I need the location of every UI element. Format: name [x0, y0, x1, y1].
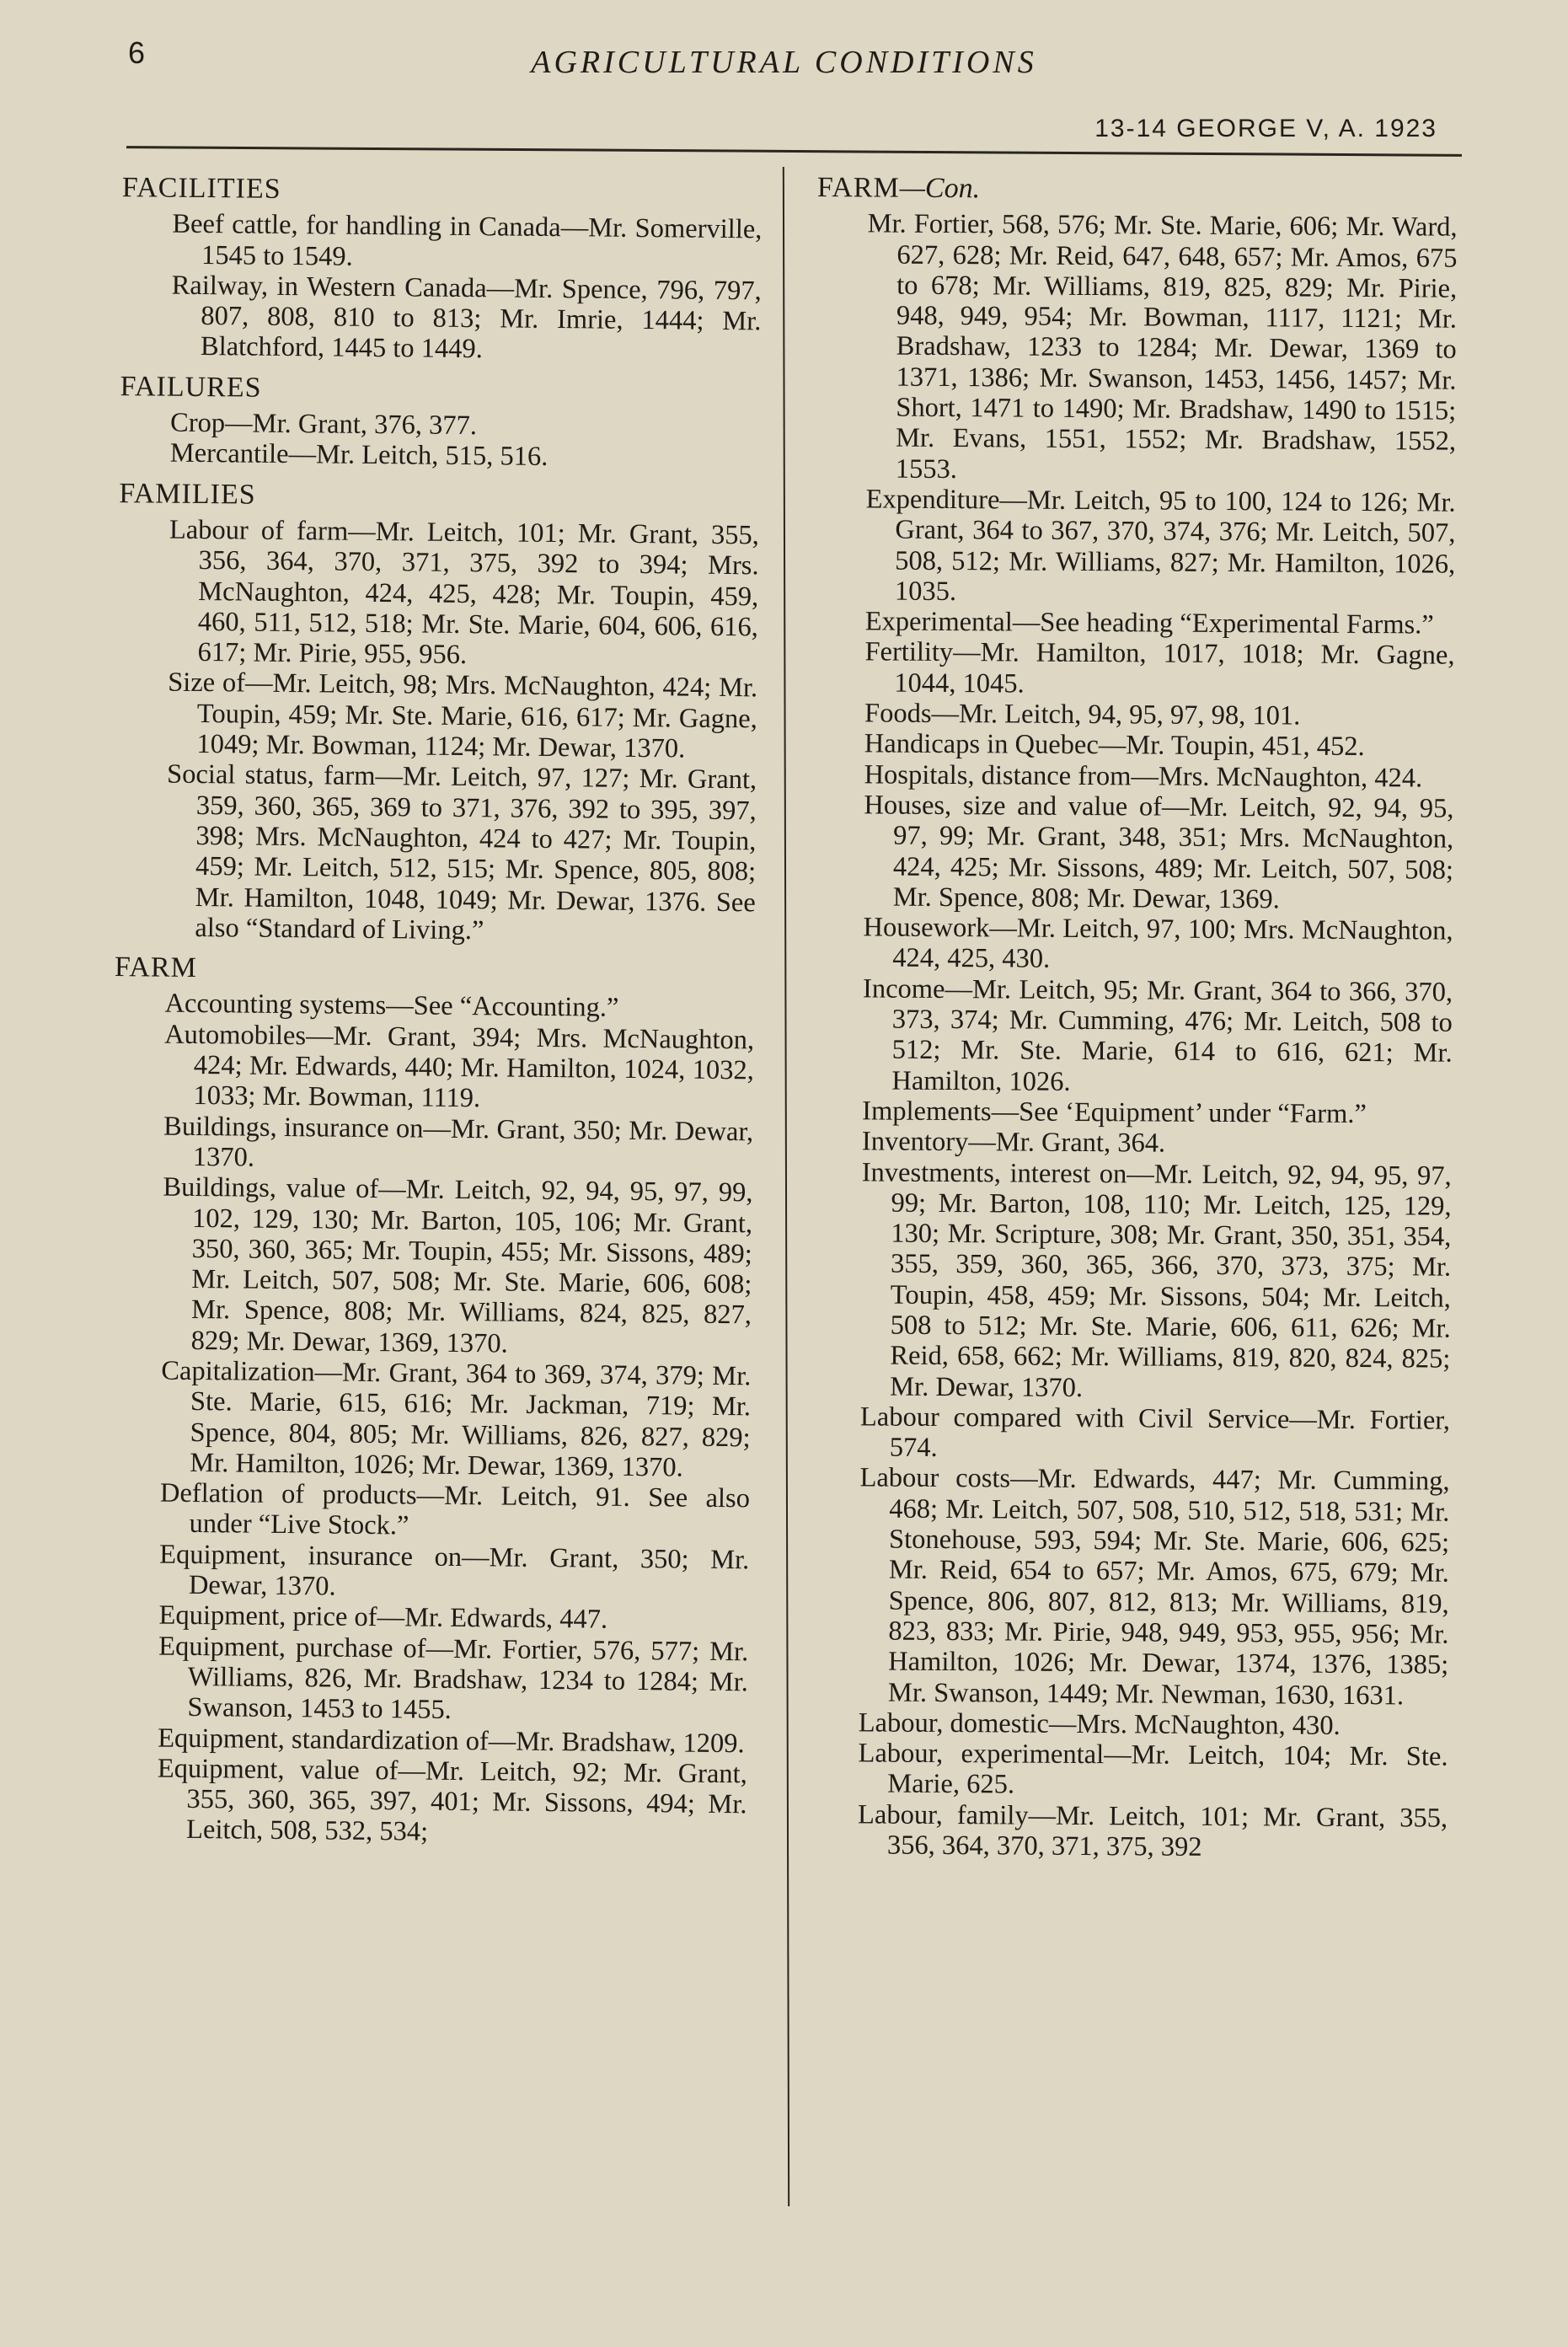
index-entry: Fertility—Mr. Hamilton, 1017, 1018; Mr. Gagne, 1044, 1045. — [864, 636, 1455, 699]
heading-label: FACILITIES — [121, 172, 281, 205]
index-entry: Inventory—Mr. Grant, 364. — [861, 1126, 1166, 1159]
index-entry: Equipment, standardization of—Mr. Bradshaw, 1209. — [158, 1723, 745, 1759]
index-entry: Accounting systems—See “Accounting.” — [164, 989, 619, 1024]
index-entry: Expenditure—Mr. Leitch, 95 to 100, 124 to 126; Mr. Grant, 364 to 367, 370, 374, 376; Mr. Leitch, 507, 508, 512; Mr. Williams, 827; Mr. Hamilton, 1026, 1035. — [865, 484, 1456, 607]
index-entry: Equipment, purchase of—Mr. Fortier, 576, 577; Mr. Williams, 826, Mr. Bradshaw, 1234 to 1284; Mr. Swanson, 1453 to 1455. — [158, 1631, 749, 1726]
index-entry: Mr. Fortier, 568, 576; Mr. Ste. Marie, 606; Mr. Ward, 627, 628; Mr. Reid, 647, 648, 657; Mr. Amos, 675 to 678; Mr. Williams, 819, 825, 829; Mr. Pirie, 948, 949, 954; Mr. Bowman, 1117, 1121; Mr. Bradshaw, 1233 to 1284; Mr. Dewar, 1369 to 1371, 1386; Mr. Swanson, 1453, 1456, 1457; Mr. Short, 1471 to 1490; Mr. Bradshaw, 1490 to 1515; Mr. Evans, 1551, 1552; Mr. Bradshaw, 1552, 1553. — [867, 208, 1458, 485]
session-line: 13-14 GEORGE V, A. 1923 — [1094, 115, 1437, 142]
index-heading — [119, 479, 759, 516]
index-heading — [120, 372, 760, 409]
index-heading — [115, 952, 755, 989]
index-entry: Investments, interest on—Mr. Leitch, 92, 94, 95, 97, 99; Mr. Barton, 108, 110; Mr. Leitch, 125, 129, 130; Mr. Scripture, 308; Mr. Grant, 350, 351, 354, 355, 359, 360, 365, 366, 370, 373, 375; Mr. Toupin, 458, 459; Mr. Sissons, 504; Mr. Leitch, 508 to 512; Mr. Ste. Marie, 606, 611, 626; Mr. Reid, 658, 662; Mr. Williams, 819, 820, 824, 825; Mr. Dewar, 1370. — [861, 1156, 1452, 1403]
index-entry: Mercantile—Mr. Leitch, 515, 516. — [169, 438, 549, 473]
index-entry: Railway, in Western Canada—Mr. Spence, 796, 797, 807, 808, 810 to 813; Mr. Imrie, 1444; Mr. Blatchford, 1445 to 1449. — [171, 270, 762, 365]
index-entry: Houses, size and value of—Mr. Leitch, 92, 94, 95, 97, 99; Mr. Grant, 348, 351; Mrs. McNaughton, 424, 425; Mr. Sissons, 489; Mr. Leitch, 507, 508; Mr. Spence, 808; Mr. Dewar, 1369. — [864, 790, 1454, 915]
left-column — [98, 173, 763, 1851]
column-divider — [783, 167, 789, 2206]
index-entry: Handicaps in Quebec—Mr. Toupin, 451, 452. — [864, 728, 1365, 763]
index-entry: Automobiles—Mr. Grant, 394; Mrs. McNaughton, 424; Mr. Edwards, 440; Mr. Hamilton, 1024, 1032, 1033; Mr. Bowman, 1119. — [164, 1019, 755, 1114]
page-number: 6 — [128, 35, 146, 70]
index-entry: Implements—See ‘Equipment’ under “Farm.” — [862, 1096, 1367, 1129]
index-entry: Labour of farm—Mr. Leitch, 101; Mr. Grant, 355, 356, 364, 370, 371, 375, 392 to 394; Mrs. McNaughton, 424, 425, 428; Mr. Toupin, 459, 460, 511, 512, 518; Mr. Ste. Marie, 604, 606, 616, 617; Mr. Pirie, 955, 956. — [169, 514, 760, 671]
heading-label: FAMILIES — [119, 477, 256, 511]
heading-label: FAILURES — [120, 370, 262, 404]
index-entry: Labour costs—Mr. Edwards, 447; Mr. Cumming, 468; Mr. Leitch, 507, 508, 510, 512, 518, 531; Mr. Stonehouse, 593, 594; Mr. Ste. Marie, 606, 625; Mr. Reid, 654 to 657; Mr. Amos, 675, 679; Mr. Spence, 806, 807, 812, 813; Mr. Williams, 819, 823, 833; Mr. Pirie, 948, 949, 953, 955, 956; Mr. Hamilton, 1026; Mr. Dewar, 1374, 1376, 1385; Mr. Swanson, 1449; Mr. Newman, 1630, 1631. — [859, 1462, 1450, 1711]
index-entry: Deflation of products—Mr. Leitch, 91. See also under “Live Stock.” — [159, 1477, 751, 1541]
index-entry: Labour, family—Mr. Leitch, 101; Mr. Grant, 355, 356, 364, 370, 371, 375, 392 — [857, 1799, 1448, 1862]
index-entry: Buildings, value of—Mr. Leitch, 92, 94, 95, 97, 99, 102, 129, 130; Mr. Barton, 105, 106; Mr. Grant, 350, 360, 365; Mr. Toupin, 455; Mr. Sissons, 489; Mr. Leitch, 507, 508; Mr. Ste. Marie, 606, 608; Mr. Spence, 808; Mr. Williams, 824, 825, 827, 829; Mr. Dewar, 1369, 1370. — [163, 1171, 753, 1359]
heading-label: FARM — [114, 951, 197, 984]
index-entry: Buildings, insurance on—Mr. Grant, 350; Mr. Dewar, 1370. — [163, 1111, 754, 1173]
index-entry: Experimental—See heading “Experimental Farms.” — [864, 606, 1434, 640]
index-entry: Income—Mr. Leitch, 95; Mr. Grant, 364 to 366, 370, 373, 374; Mr. Cumming, 476; Mr. Leitch, 508 to 512; Mr. Ste. Marie, 614 to 616, 621; Mr. Hamilton, 1026. — [862, 973, 1453, 1097]
heading-label: FARM — [816, 172, 900, 204]
index-entry: Capitalization—Mr. Grant, 364 to 369, 374, 379; Mr. Ste. Marie, 615, 616; Mr. Jackman, 719; Mr. Spence, 804, 805; Mr. Williams, 826, 827, 829; Mr. Hamilton, 1026; Mr. Dewar, 1369, 1370. — [161, 1355, 752, 1483]
index-entry: Labour, experimental—Mr. Leitch, 104; Mr. Ste. Marie, 625. — [858, 1738, 1448, 1800]
index-entry: Equipment, price of—Mr. Edwards, 447. — [158, 1599, 608, 1636]
index-entry: Labour compared with Civil Service—Mr. Fortier, 574. — [859, 1401, 1451, 1464]
index-entry: Size of—Mr. Leitch, 98; Mrs. McNaughton, 424; Mr. Toupin, 459; Mr. Ste. Marie, 616, 617; Mr. Gagne, 1049; Mr. Bowman, 1124; Mr. Dewar, 1370. — [168, 667, 758, 764]
index-entry: Social status, farm—Mr. Leitch, 97, 127; Mr. Grant, 359, 360, 365, 369 to 371, 376, 392 to 395, 397, 398; Mrs. McNaughton, 424 to 427; Mr. Toupin, 459; Mr. Leitch, 512, 515; Mr. Spence, 805, 808; Mr. Hamilton, 1048, 1049; Mr. Dewar, 1376. See also “Standard of Living.” — [166, 758, 757, 946]
index-entry: Equipment, value of—Mr. Leitch, 92; Mr. Grant, 355, 360, 365, 397, 401; Mr. Sissons, 494; Mr. Leitch, 508, 532, 534; — [157, 1753, 747, 1848]
index-entry: Foods—Mr. Leitch, 94, 95, 97, 98, 101. — [864, 698, 1301, 731]
index-entry: Equipment, insurance on—Mr. Grant, 350; Mr. Dewar, 1370. — [159, 1539, 750, 1602]
index-entry: Hospitals, distance from—Mrs. McNaughton, 424. — [864, 759, 1423, 794]
running-title: AGRICULTURAL CONDITIONS — [531, 45, 1037, 80]
header-rule — [126, 146, 1462, 157]
heading-continued: —Con. — [899, 172, 981, 205]
index-heading — [817, 173, 1458, 207]
index-heading — [122, 173, 763, 210]
index-entry: Labour, domestic—Mrs. McNaughton, 430. — [858, 1707, 1341, 1741]
index-entry: Beef cattle, for handling in Canada—Mr. Somerville, 1545 to 1549. — [172, 208, 763, 272]
index-entry: Housework—Mr. Leitch, 97, 100; Mrs. McNaughton, 424, 425, 430. — [863, 912, 1453, 975]
index-entry: Crop—Mr. Grant, 376, 377. — [169, 407, 478, 442]
right-column — [799, 173, 1458, 1864]
